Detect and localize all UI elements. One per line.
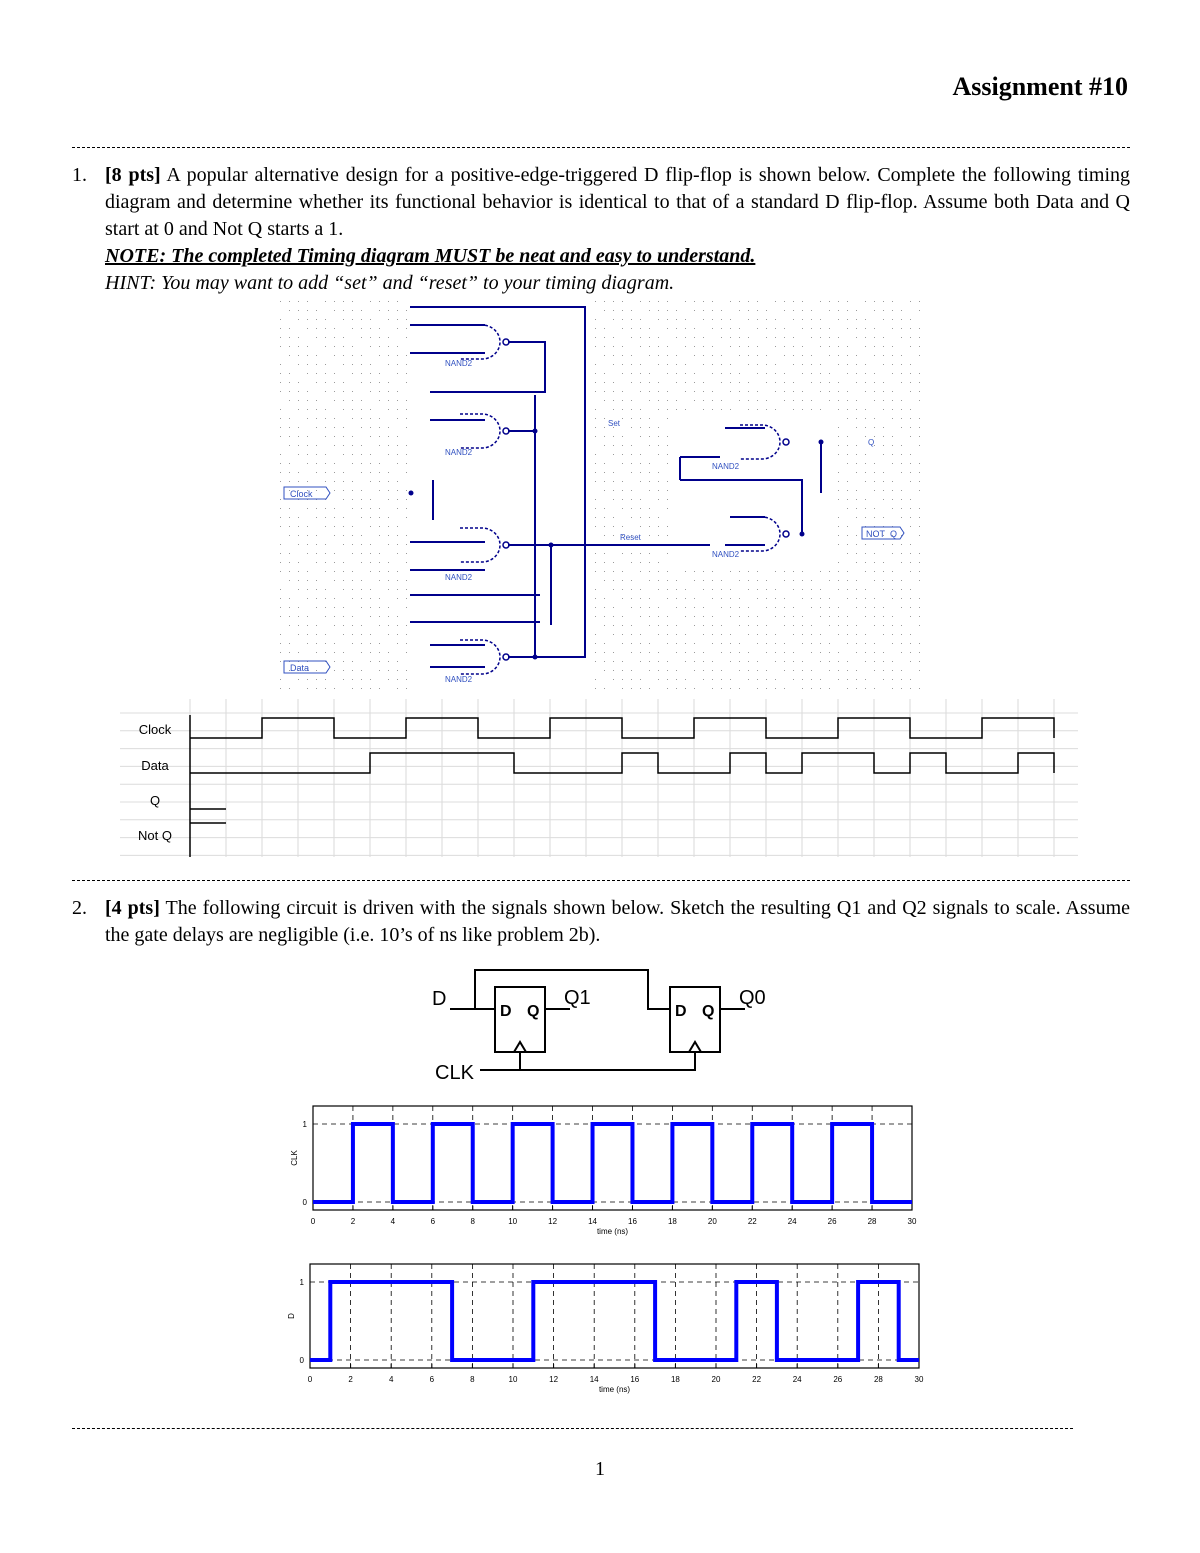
x-tick-label: 26 [827,1217,837,1226]
gate-label: NAND2 [445,573,473,582]
x-tick-label: 8 [470,1375,475,1384]
schematic-dot-grid [280,301,920,689]
plot-frame [313,1106,912,1210]
page-title: Assignment #10 [952,72,1128,101]
gate-label: NAND2 [445,448,473,457]
x-tick-label: 2 [348,1375,353,1384]
x-tick-label: 6 [429,1375,435,1384]
y-tick-label: 1 [299,1278,304,1287]
clock-waveform [190,718,1054,738]
nand-gate-3 [460,528,500,562]
plot-frame [310,1264,919,1368]
question-1-number: 1. [72,164,87,186]
question-2-body: The following circuit is driven with the signals shown below. Sketch the resulting Q1 and Q2 signals to scale. Assume the gate delays are negligible (i.e. 10’s of ns like problem 2b). [105,897,1130,946]
d-waveform-chart [280,1258,930,1418]
question-1-body: A popular alternative design for a positive-edge-triggered D flip-flop is shown below. Complete the following timing diagram and determine whether its functional behavior is identical to that of a standard D flip-flop. Assume both Data and Q start at 0 and Not Q starts a 1. [105,164,1131,240]
gate-label: NAND2 [712,550,740,559]
x-tick-label: 12 [548,1217,558,1226]
x-tick-label: 18 [670,1375,680,1384]
clk-waveform-chart [280,1100,930,1260]
timing-signal-label: Not Q [138,828,172,843]
x-tick-label: 12 [549,1375,559,1384]
y-tick-label: 1 [302,1120,307,1129]
x-tick-label: 24 [787,1217,797,1226]
x-tick-label: 14 [589,1375,599,1384]
y-tick-label: 0 [299,1356,304,1365]
x-axis-label: time (ns) [598,1385,631,1394]
x-tick-label: 4 [388,1375,394,1384]
x-tick-label: 16 [628,1217,637,1226]
dashed-divider [72,1428,1073,1429]
x-tick-label: 26 [833,1375,843,1384]
gate-label: NAND2 [712,462,740,471]
q1-label: Q1 [564,987,591,1009]
clk-label: CLK [435,1062,474,1084]
x-tick-label: 6 [430,1217,436,1226]
x-tick-label: 22 [747,1217,757,1226]
dashed-divider [72,147,1130,148]
ff1-d-pin: D [500,1003,512,1020]
timing-signal-labels [138,722,172,843]
y-axis-label: CLK [290,1150,299,1166]
x-tick-label: 16 [630,1375,640,1384]
timing-grid [120,699,1078,857]
x-tick-label: 2 [350,1217,356,1226]
dashed-divider [72,880,1130,881]
x-tick-label: 20 [707,1217,717,1226]
gate-label: NAND2 [445,359,473,368]
x-tick-label: 18 [667,1217,677,1226]
two-flip-flop-circuit [430,962,790,1087]
timing-signal-label: Q [149,793,161,808]
x-axis-label: time (ns) [596,1227,629,1236]
clock-pin-label: Clock [290,489,313,499]
x-tick-label: 24 [792,1375,802,1384]
q-output-label: Q [868,438,875,447]
question-2-text [105,895,1130,949]
ff1-q-pin: Q [527,1003,540,1020]
ff2-q-pin: Q [702,1003,715,1020]
flip-flop-schematic [270,295,930,695]
page-number: 1 [595,1458,605,1480]
notq-pin-label: NOT_Q [866,529,898,539]
question-2-points: [4 pts] [105,897,160,919]
data-pin-label: Data [290,663,310,673]
question-1-note: NOTE: The completed Timing diagram MUST be neat and easy to understand. [105,245,756,267]
x-tick-label: 28 [873,1375,883,1384]
x-tick-label: 4 [390,1217,396,1226]
x-tick-label: 10 [508,1217,518,1226]
y-axis-label: D [287,1313,296,1319]
x-tick-label: 28 [867,1217,877,1226]
x-tick-label: 0 [310,1217,316,1226]
x-tick-label: 8 [470,1217,475,1226]
d-input-label: D [432,988,447,1010]
question-1-hint: HINT: You may want to add “set” and “reset” to your timing diagram. [105,272,675,294]
reset-label: Reset [620,533,641,542]
question-1-points: [8 pts] [105,164,161,186]
gate-label: NAND2 [445,675,473,684]
x-tick-label: 30 [907,1217,917,1226]
q0-label: Q0 [739,987,766,1009]
x-tick-label: 30 [914,1375,924,1384]
x-tick-label: 20 [711,1375,721,1384]
question-1-text [105,162,1130,297]
timing-diagram [120,695,1080,865]
nand-gate-5 [740,425,780,459]
ff2-d-pin: D [675,1003,687,1020]
set-label: Set [608,419,621,428]
timing-signal-label: Clock [138,722,172,737]
question-2-number: 2. [72,897,87,919]
timing-signal-label: Data [141,758,169,773]
data-waveform [190,753,1054,773]
x-tick-label: 14 [588,1217,597,1226]
y-tick-label: 0 [302,1198,307,1207]
x-tick-label: 0 [307,1375,313,1384]
x-tick-label: 10 [508,1375,518,1384]
x-tick-label: 22 [752,1375,762,1384]
